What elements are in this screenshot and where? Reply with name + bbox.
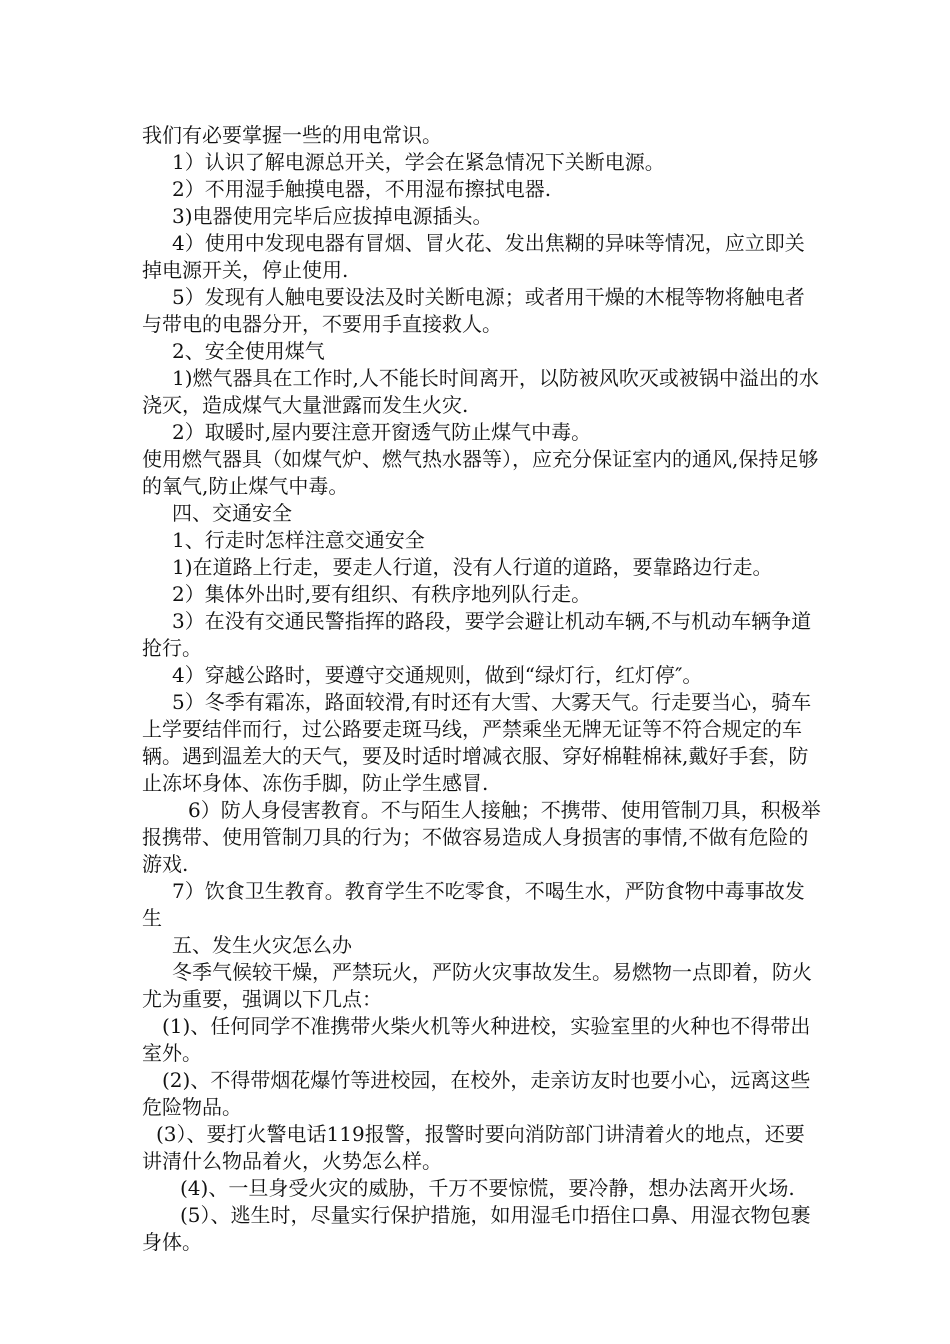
paragraph: (1)、任何同学不准携带火柴火机等火种进校，实验室里的火种也不得带出室外。	[142, 1014, 811, 1065]
paragraph: 4）穿越公路时，要遵守交通规则，做到“绿灯行，红灯停″。	[172, 663, 703, 687]
paragraph: 1)燃气器具在工作时,人不能长时间离开，以防被风吹灭或被锅中溢出的水浇灭，造成煤气大量泄露而发生火灾.	[142, 366, 819, 417]
paragraph: 四、交通安全	[172, 501, 292, 525]
paragraph: 2、安全使用煤气	[172, 339, 325, 363]
paragraph: 冬季气候较干燥，严禁玩火，严防火灾事故发生。易燃物一点即着，防火尤为重要，强调以下几点：	[142, 960, 812, 1011]
paragraph: 5）冬季有霜冻，路面较滑,有时还有大雪、大雾天气。行走要当心，骑车上学要结伴而行，过公路要走斑马线，严禁乘坐无牌无证等不符合规定的车辆。遇到温差大的天气，要及时适时增减衣服、穿好棉鞋棉袜,戴好手套，防止冻坏身体、冻伤手脚，防止学生感冒.	[142, 690, 812, 795]
paragraph: 我们有必要掌握一些的用电常识。	[142, 123, 442, 147]
paragraph: 2）不用湿手触摸电器，不用湿布擦拭电器.	[172, 177, 552, 201]
paragraph: 6）防人身侵害教育。不与陌生人接触；不携带、使用管制刀具，积极举报携带、使用管制刀具的行为；不做容易造成人身损害的事情,不做有危险的游戏.	[142, 798, 821, 876]
paragraph: 2）取暖时,屋内要注意开窗透气防止煤气中毒。	[172, 420, 592, 444]
paragraph: 5）发现有人触电要设法及时关断电源；或者用干燥的木棍等物将触电者与带电的电器分开，不要用手直接救人。	[142, 285, 805, 336]
paragraph: (5）、逃生时，尽量实行保护措施，如用湿毛巾捂住口鼻、用湿衣物包裹身体。	[142, 1203, 811, 1254]
paragraph: (2)、不得带烟花爆竹等进校园，在校外，走亲访友时也要小心，远离这些危险物品。	[142, 1068, 811, 1119]
paragraph: 五、发生火灾怎么办	[172, 933, 352, 957]
paragraph: 1）认识了解电源总开关，学会在紧急情况下关断电源。	[172, 150, 665, 174]
paragraph: (4)、一旦身受火灾的威胁，千万不要惊慌，要冷静，想办法离开火场.	[180, 1176, 795, 1200]
paragraph: 2）集体外出时,要有组织、有秩序地列队行走。	[172, 582, 592, 606]
paragraph: 1、行走时怎样注意交通安全	[172, 528, 425, 552]
document-body	[142, 122, 822, 1256]
paragraph: (3）、要打火警电话119报警，报警时要向消防部门讲清着火的地点，还要讲清什么物品着火，火势怎么样。	[142, 1122, 805, 1173]
paragraph: 3）在没有交通民警指挥的路段，要学会避让机动车辆,不与机动车辆争道抢行。	[142, 609, 812, 660]
paragraph: 使用燃气器具（如煤气炉、燃气热水器等），应充分保证室内的通风,保持足够的氧气,防止煤气中毒。	[142, 447, 819, 498]
paragraph: 4）使用中发现电器有冒烟、冒火花、发出焦糊的异味等情况，应立即关掉电源开关，停止使用.	[142, 231, 805, 282]
paragraph: 1)在道路上行走，要走人行道，没有人行道的道路，要靠路边行走。	[172, 555, 773, 579]
paragraph: 7）饮食卫生教育。教育学生不吃零食，不喝生水，严防食物中毒事故发生	[142, 879, 805, 930]
paragraph: 3)电器使用完毕后应拔掉电源插头。	[172, 204, 493, 228]
